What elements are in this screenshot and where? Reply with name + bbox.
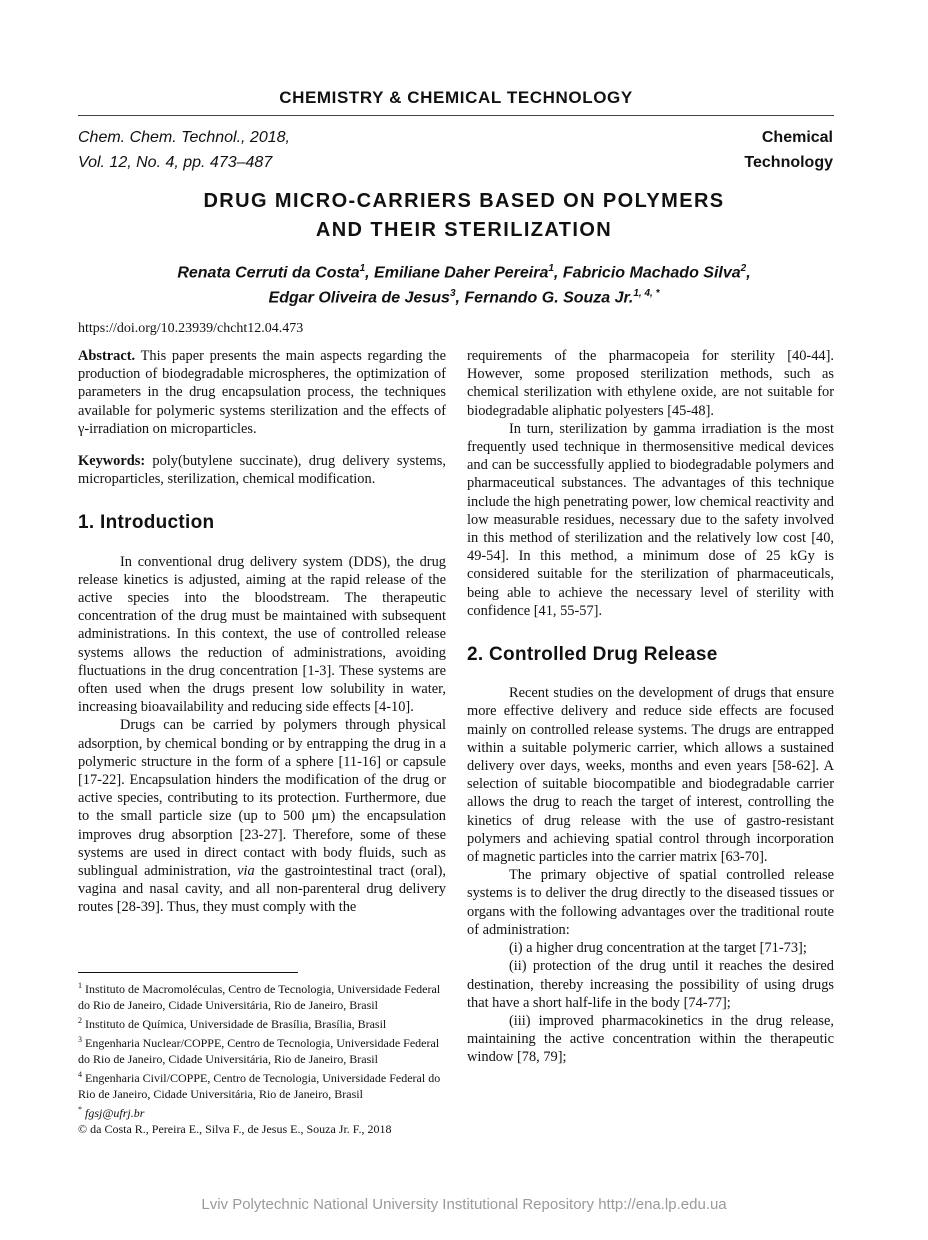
repository-footer: Lviv Polytechnic National University Institutional Repository http://ena.lp.edu.ua — [201, 1196, 727, 1213]
abstract — [78, 347, 446, 438]
journal-name — [744, 125, 833, 175]
author-name: Edgar Oliveira de Jesus — [268, 289, 450, 307]
section-heading-controlled-drug-release: 2. Controlled Drug Release — [467, 644, 718, 666]
copyright-line: © da Costa R., Pereira E., Silva F., de Jesus E., Souza Jr. F., 2018 — [78, 1122, 392, 1136]
affiliation-marker: 1 — [359, 263, 366, 274]
author-name: Renata Cerruti da Costa — [177, 264, 360, 282]
cdr-list-item-2: (ii) protection of the drug until it reaches the desired destination, thereby increasing the possibility of using drugs that have a short half-life in the body [74-77]; — [467, 958, 834, 1011]
footnote-1 — [78, 978, 446, 1013]
cdr-paragraph-2: The primary objective of spatial controlled release systems is to deliver the drug directly to the diseased tissues or organs with the following advantages over the traditional route of administration: — [467, 867, 834, 938]
intro-emphasis: via — [237, 863, 255, 880]
right-column — [467, 347, 834, 1067]
section-heading-introduction: 1. Introduction — [78, 512, 215, 534]
journal-name-line-1: Chemical — [761, 129, 833, 146]
abstract-text: This paper presents the main aspects regarding the production of biodegradable microspheres, the optimization of parameters in the drug encapsulation process, the techniques available for polymeric systems sterilization and the effects of γ-irradiation on microparticles. — [78, 348, 446, 437]
left-column — [78, 347, 446, 917]
keywords-label: Keywords: — [78, 453, 146, 470]
citation — [78, 125, 290, 175]
footnote-text: Engenharia Civil/COPPE, Centro de Tecnologia, Universidade Federal do Rio de Janeiro, Cidade Universitária, Rio de Janeiro, Brasil — [78, 1071, 441, 1101]
author-line-1 — [78, 258, 850, 283]
citation-line-2: Vol. 12, No. 4, pp. 473–487 — [78, 154, 273, 171]
footnote-email — [78, 1102, 446, 1121]
journal-name-line-2: Technology — [744, 154, 833, 171]
title-line-1: DRUG MICRO-CARRIERS BASED ON POLYMERS — [203, 190, 725, 212]
cdr-list-item-1: (i) a higher drug concentration at the target [71-73]; — [509, 940, 807, 957]
affiliation-marker: 3 — [449, 288, 456, 300]
footnote-4 — [78, 1067, 446, 1102]
intro-text: the gastrointestinal tract (oral), vagina and nasal cavity, and all non-parenteral drug delivery routes [28-39]. Thus, they must comply with the — [78, 863, 447, 916]
footnote-text: Engenharia Nuclear/COPPE, Centro de Tecnologia, Universidade Federal do Rio de Janeiro, Cidade Universitária, Rio de Janeiro, Brasil — [78, 1036, 440, 1066]
doi-link[interactable]: https://doi.org/10.23939/chcht12.04.473 — [78, 321, 304, 336]
author-name: , Emiliane Daher Pereira — [365, 264, 549, 282]
footnote-3 — [78, 1032, 446, 1067]
affiliation-marker: 2 — [740, 263, 747, 274]
footnote-marker: 1 — [78, 981, 82, 990]
paper-title — [78, 187, 850, 245]
keywords-text: poly(butylene succinate), drug delivery systems, microparticles, sterilization, chemical modification. — [78, 453, 446, 488]
intro-paragraph-1: In conventional drug delivery system (DDS), the drug release kinetics is adjusted, aiming at the rapid release of the active species into the bloodstream. The therapeutic concentration of the drug must be maintained with subsequent administrations. In this context, the use of controlled release systems allows the reduction of administrations, avoiding fluctuations in the drug concentration [1-3]. These systems are often used when the drugs present low solubility in water, increasing bioavailability and reducing side effects [4-10]. — [78, 553, 446, 716]
intro-paragraph-2-continued: requirements of the pharmacopeia for sterility [40-44]. However, some proposed sterilization methods, such as chemical sterilization with ethylene oxide, are not suitable for biodegradable aliphatic polyesters [45-48]. — [467, 348, 834, 419]
footnotes — [78, 978, 446, 1137]
author-list — [78, 258, 850, 309]
author-separator: , — [746, 264, 751, 282]
footnote-marker: * — [78, 1105, 82, 1114]
footnote-marker: 2 — [78, 1016, 82, 1025]
citation-line-1: Chem. Chem. Technol., 2018, — [78, 129, 290, 146]
author-line-2 — [78, 283, 850, 308]
keywords — [78, 452, 446, 488]
footnote-divider — [78, 972, 298, 973]
cdr-list-item-3: (iii) improved pharmacokinetics in the drug release, maintaining the active concentration within the therapeutic window [78, 79]; — [467, 1012, 834, 1066]
journal-banner: CHEMISTRY & CHEMICAL TECHNOLOGY — [279, 88, 633, 107]
affiliation-marker: 1 — [548, 263, 554, 274]
title-line-2: AND THEIR STERILIZATION — [315, 219, 613, 241]
intro-text: Drugs can be carried by polymers through physical adsorption, by chemical bonding or by entrapping the drug in a polymeric structure in the form of a sphere [11-16] or capsule [17-22]. Encapsulation hinders the modification of the drug or active species, contributing to its protection. Furthermore, due to the small particle size (up to 500 μm) the encapsulation improves drug absorption [23-27]. Therefore, some of these systems are used in direct contact with body fluids, such as sublingual administration, — [78, 717, 446, 880]
author-name: , Fernando G. Souza Jr. — [455, 289, 634, 307]
footnote-2 — [78, 1013, 446, 1032]
cdr-paragraph-1: Recent studies on the development of drugs that ensure more effective delivery and reduce side effects are focused mainly on controlled release systems. The drugs are entrapped within a suitable polymeric carrier, which allows a sustained delivery over days, weeks, months and even years [58-62]. A selection of suitable biocompatible and biodegradable carrier allows the drug to reach the target of interest, controlling the kinetics of drug release with the use of gastro-resistant polymers and achieving spatial control through incorporation of magnetic particles into the carrier matrix [63-70]. — [467, 685, 834, 866]
header-divider — [78, 115, 834, 116]
intro-paragraph-2 — [78, 716, 446, 916]
footnote-marker: 3 — [78, 1035, 82, 1044]
author-name: , Fabricio Machado Silva — [553, 264, 741, 282]
footnote-text: Instituto de Macromoléculas, Centro de Tecnologia, Universidade Federal do Rio de Janeiro, Cidade Universitária, Rio de Janeiro, Brasil — [78, 982, 441, 1012]
corresponding-email[interactable]: fgsj@ufrj.br — [82, 1106, 145, 1120]
affiliation-marker: 1, 4, * — [633, 288, 660, 300]
footnote-text: Instituto de Química, Universidade de Brasília, Brasília, Brasil — [82, 1017, 387, 1031]
intro-paragraph-3: In turn, sterilization by gamma irradiation is the most frequently used technique in thermosensitive medical devices and can be successfully applied to biodegradable polymers and pharmaceutical substances. The advantages of this technique include the high penetrating power, low chemical reactivity and low measurable residues, necessary due to the safety involved in this method of sterilization and the relatively low cost [40, 49-54]. In this method, a minimum dose of 25 kGy is considered suitable for the sterilization of pharmaceuticals, being able to achieve the necessary level of sterility with confidence [41, 55-57]. — [467, 420, 834, 619]
footnote-marker: 4 — [78, 1070, 82, 1079]
abstract-label: Abstract. — [78, 348, 136, 364]
